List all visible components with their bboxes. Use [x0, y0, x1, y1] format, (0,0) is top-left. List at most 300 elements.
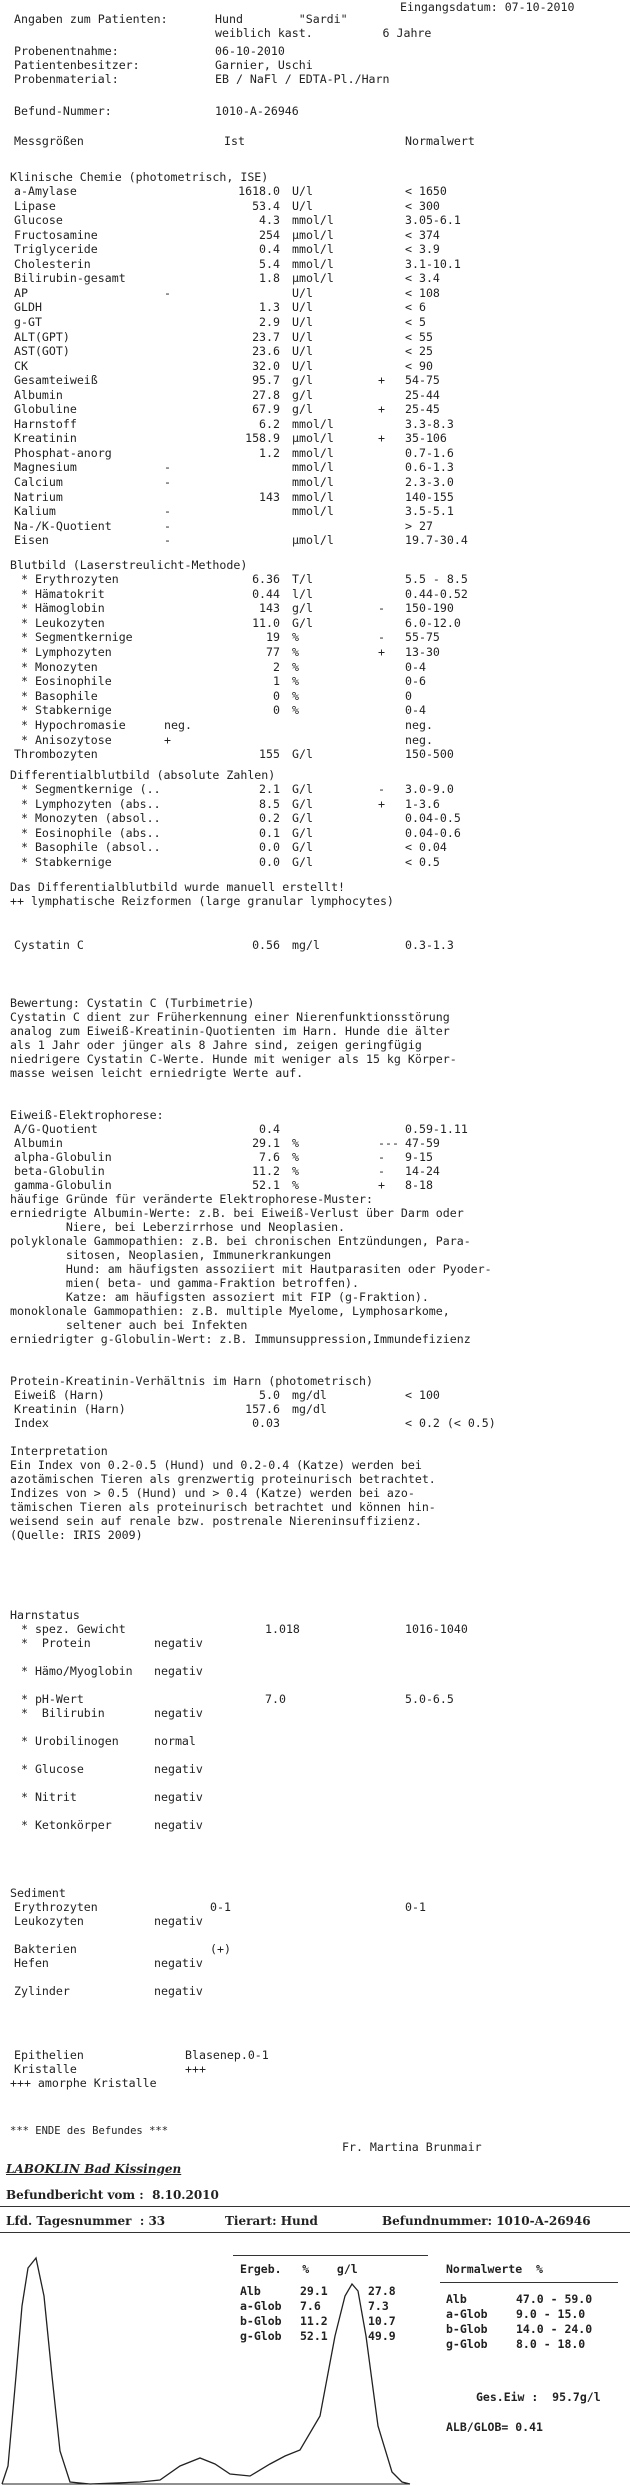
- sediment-name: Kristalle: [14, 2062, 77, 2076]
- param-mark: +: [378, 796, 385, 811]
- param-normal: 13-30: [405, 645, 440, 659]
- param-name: * Hämoglobin: [14, 601, 105, 616]
- table-row: [10, 359, 620, 373]
- param-unit: mg/l: [292, 938, 320, 952]
- param-value: 29.1: [252, 1136, 280, 1150]
- table-row: [10, 344, 620, 358]
- param-unit: l/l: [292, 586, 313, 601]
- patient-info-line: [10, 26, 620, 40]
- table-row: [10, 1164, 620, 1178]
- param-normal: < 300: [405, 198, 440, 213]
- param-flag: -: [164, 518, 171, 533]
- param-name: beta-Globulin: [14, 1164, 105, 1178]
- col-normal: Normalwert: [405, 134, 475, 148]
- text-line: Hund: am häufigsten assoziiert mit Hautparasiten oder Pyoder-: [10, 1262, 492, 1276]
- param-normal: 6.0-12.0: [405, 615, 461, 630]
- param-unit: g/l: [292, 402, 313, 417]
- text-line: polyklonale Gammopathien: z.B. bei chronischen Entzündungen, Para-: [10, 1234, 471, 1248]
- table-row: [10, 587, 620, 601]
- param-value: 4.3: [259, 213, 280, 228]
- param-normal: 0-4: [405, 703, 426, 718]
- table-row: [10, 373, 620, 387]
- param-normal: 0.04-0.5: [405, 811, 461, 825]
- param-value: 0.2: [259, 811, 280, 825]
- table-row: [10, 446, 620, 460]
- param-normal: 150-190: [405, 601, 454, 616]
- param-name: Fructosamine: [14, 227, 98, 242]
- table-row: [10, 797, 620, 811]
- param-normal: 0-6: [405, 674, 426, 689]
- param-value: 0.4: [259, 242, 280, 257]
- param-normal: 140-155: [405, 489, 454, 504]
- param-value: 0.1: [259, 825, 280, 840]
- param-value: 77: [266, 645, 280, 659]
- param-mark: ---: [378, 1136, 399, 1150]
- text-line: masse weisen leicht erniedrigte Werte auf.: [10, 1066, 304, 1080]
- normals-underline: [440, 2282, 618, 2283]
- table-row: [10, 1178, 620, 1192]
- table-row: [10, 388, 620, 402]
- param-normal: < 0.5: [405, 854, 440, 869]
- diff-note-1: Das Differentialblutbild wurde manuell erstellt!: [10, 880, 346, 894]
- param-name: A/G-Quotient: [14, 1122, 98, 1136]
- param-unit: %: [292, 703, 299, 718]
- param-unit: mmol/l: [292, 489, 334, 504]
- param-unit: G/l: [292, 854, 313, 869]
- result-label: a-Glob: [240, 2299, 282, 2313]
- param-unit: %: [292, 1164, 299, 1178]
- urine-value: negativ: [154, 1636, 203, 1650]
- param-unit: U/l: [292, 314, 313, 329]
- param-name: Calcium: [14, 475, 63, 489]
- table-row: [10, 417, 620, 431]
- table-row: [10, 242, 620, 256]
- param-unit: mmol/l: [292, 242, 334, 257]
- text-line: weisend sein auf renale bzw. postrenale Niereninsuffizienz.: [10, 1514, 422, 1528]
- urine-value: negativ: [154, 1818, 203, 1832]
- param-value: 11.0: [252, 615, 280, 630]
- table-row: [10, 703, 620, 717]
- sediment-name: Zylinder: [14, 1984, 70, 1998]
- param-unit: U/l: [292, 198, 313, 213]
- param-normal: < 0.2 (< 0.5): [405, 1416, 496, 1430]
- table-row: [10, 315, 620, 329]
- param-name: Triglyceride: [14, 242, 98, 257]
- param-mark: +: [378, 402, 385, 417]
- param-flag: neg.: [164, 718, 192, 732]
- param-unit: mmol/l: [292, 460, 334, 475]
- param-normal: < 90: [405, 358, 433, 373]
- param-normal: 25-44: [405, 387, 440, 402]
- param-mark: -: [378, 630, 385, 645]
- param-value: 5.4: [259, 256, 280, 271]
- table-row: [10, 840, 620, 854]
- sediment-row: [10, 2048, 620, 2062]
- table-row: [10, 826, 620, 840]
- param-name: * Eosinophile (abs..: [14, 825, 161, 840]
- param-normal: < 6: [405, 300, 426, 315]
- param-value: 95.7: [252, 373, 280, 388]
- text-line: Indizes von > 0.5 (Hund) und > 0.4 (Katze) werden bei azo-: [10, 1486, 415, 1500]
- param-unit: U/l: [292, 329, 313, 344]
- normal-range: 9.0 - 15.0: [516, 2307, 586, 2321]
- table-row: [10, 490, 620, 504]
- table-row: [10, 938, 620, 952]
- param-unit: %: [292, 1150, 299, 1164]
- urine-name: * Protein: [14, 1636, 91, 1650]
- param-normal: 55-75: [405, 630, 440, 645]
- result-label: b-Glob: [240, 2314, 282, 2328]
- param-mark: +: [378, 1178, 385, 1192]
- param-unit: %: [292, 688, 299, 703]
- sediment-value: negativ: [154, 1984, 203, 1998]
- sediment-value: negativ: [154, 1956, 203, 1970]
- urine-row: [10, 1664, 620, 1678]
- param-value: 1.2: [259, 445, 280, 460]
- param-normal: 47-59: [405, 1136, 440, 1150]
- urine-normal: 5.0-6.5: [405, 1692, 454, 1706]
- param-value: 32.0: [252, 358, 280, 373]
- param-value: 0.4: [259, 1122, 280, 1136]
- param-name: Globuline: [14, 402, 77, 417]
- sediment-name: Epithelien: [14, 2048, 84, 2062]
- table-row: [10, 286, 620, 300]
- param-name: * Monozyten (absol..: [14, 811, 161, 825]
- result-percent: 52.1: [300, 2329, 328, 2343]
- urine-row: [10, 1636, 620, 1650]
- param-name: AST(GOT): [14, 344, 70, 359]
- info-value: EB / NaFl / EDTA-Pl./Harn: [215, 72, 390, 86]
- table-row: [10, 616, 620, 630]
- table-row: [10, 300, 620, 314]
- results-header: Ergeb. % g/l: [240, 2262, 358, 2276]
- blood-title: Blutbild (Laserstreulicht-Methode): [10, 558, 248, 572]
- sediment-row: [10, 1956, 620, 1970]
- param-value: 143: [259, 489, 280, 504]
- param-name: Eiweiß (Harn): [14, 1388, 105, 1402]
- param-mark: -: [378, 1150, 385, 1164]
- param-unit: mmol/l: [292, 416, 334, 431]
- result-gl: 10.7: [368, 2314, 396, 2328]
- param-value: 19: [266, 630, 280, 645]
- urine-row: [10, 1692, 620, 1706]
- text-line: azotämischen Tieren als grenzwertig proteinurisch betrachtet.: [10, 1472, 436, 1486]
- patient-info-line: [10, 44, 620, 58]
- param-normal: 0.59-1.11: [405, 1122, 468, 1136]
- param-normal: 9-15: [405, 1150, 433, 1164]
- table-row: [10, 674, 620, 688]
- param-value: 0.44: [252, 586, 280, 601]
- param-value: 5.0: [259, 1388, 280, 1402]
- text-line: analog zum Eiweiß-Kreatinin-Quotienten im Harn. Hunde die älter: [10, 1024, 450, 1038]
- normal-label: Alb: [446, 2292, 467, 2306]
- param-normal: 0.44-0.52: [405, 586, 468, 601]
- ag-ratio: ALB/GLOB= 0.41: [446, 2420, 543, 2434]
- param-name: Albumin: [14, 1136, 63, 1150]
- param-unit: U/l: [292, 184, 313, 198]
- normal-label: g-Glob: [446, 2337, 488, 2351]
- param-unit: G/l: [292, 825, 313, 840]
- table-row: [10, 431, 620, 445]
- param-value: 0.03: [252, 1416, 280, 1430]
- result-percent: 29.1: [300, 2284, 328, 2298]
- sheet-divider-2: [0, 2232, 630, 2233]
- text-line: Cystatin C dient zur Früherkennung einer Nierenfunktionsstörung: [10, 1010, 450, 1024]
- param-value: 0.56: [252, 938, 280, 952]
- sediment-value: 0-1: [210, 1900, 231, 1914]
- table-row: [10, 257, 620, 271]
- param-normal: 3.1-10.1: [405, 256, 461, 271]
- param-value: 0: [273, 688, 280, 703]
- param-unit: U/l: [292, 344, 313, 359]
- param-value: 8.5: [259, 796, 280, 811]
- table-row: [10, 460, 620, 474]
- table-row: [10, 1402, 620, 1416]
- normal-label: a-Glob: [446, 2307, 488, 2321]
- report-from: Befundbericht vom : 8.10.2010: [6, 2188, 219, 2202]
- urine-value: 1.018: [265, 1622, 300, 1636]
- param-name: Cholesterin: [14, 256, 91, 271]
- table-row: [10, 689, 620, 703]
- param-unit: %: [292, 674, 299, 689]
- param-normal: 2.3-3.0: [405, 475, 454, 489]
- result-gl: 7.3: [368, 2299, 389, 2313]
- param-normal: 19.7-30.4: [405, 533, 468, 548]
- table-row: [10, 213, 620, 227]
- param-name: * Stabkernige: [14, 854, 112, 869]
- text-line: Niere, bei Leberzirrhose und Neoplasien.: [10, 1220, 346, 1234]
- param-unit: G/l: [292, 782, 313, 796]
- param-mark: -: [378, 601, 385, 616]
- sediment-row: [10, 1942, 620, 1956]
- param-name: * Leukozyten: [14, 615, 105, 630]
- param-mark: +: [378, 373, 385, 388]
- param-name: Lipase: [14, 198, 56, 213]
- total-protein: Ges.Eiw : 95.7g/l: [476, 2390, 601, 2404]
- day-number: Lfd. Tagesnummer : 33: [6, 2214, 166, 2228]
- table-row: [10, 1388, 620, 1402]
- text-line: als 1 Jahr oder jünger als 8 Jahre sind, zeigen geringfügig: [10, 1038, 422, 1052]
- urine-name: * Nitrit: [14, 1790, 77, 1804]
- urine-value: normal: [154, 1734, 196, 1748]
- param-name: Magnesium: [14, 460, 77, 475]
- param-value: 0: [273, 703, 280, 718]
- normal-range: 47.0 - 59.0: [516, 2292, 593, 2306]
- column-headers: [10, 134, 620, 148]
- protein-curve: [2, 2258, 410, 2484]
- result-label: Alb: [240, 2284, 261, 2298]
- param-name: Eisen: [14, 533, 49, 548]
- param-name: Cystatin C: [14, 938, 84, 952]
- sediment-value: Blasenep.0-1: [185, 2048, 269, 2062]
- sediment-value: negativ: [154, 1914, 203, 1928]
- table-row: [10, 1136, 620, 1150]
- param-unit: mmol/l: [292, 445, 334, 460]
- urine-title: Harnstatus: [10, 1608, 80, 1622]
- param-unit: U/l: [292, 358, 313, 373]
- table-row: [10, 660, 620, 674]
- param-flag: -: [164, 533, 171, 548]
- table-row: [10, 228, 620, 242]
- table-row: [10, 1122, 620, 1136]
- table-row: [10, 519, 620, 533]
- table-row: [10, 271, 620, 285]
- table-row: [10, 533, 620, 547]
- info-value: weiblich kast. 6 Jahre: [215, 26, 432, 40]
- info-label: Probenentnahme:: [14, 44, 119, 58]
- table-row: [10, 747, 620, 761]
- info-label: Probenmaterial:: [14, 72, 119, 86]
- urine-name: * spez. Gewicht: [14, 1622, 126, 1636]
- table-row: [10, 733, 620, 747]
- param-value: 157.6: [245, 1402, 280, 1416]
- param-name: Natrium: [14, 489, 63, 504]
- param-value: 0.0: [259, 840, 280, 854]
- param-unit: %: [292, 1136, 299, 1150]
- table-row: [10, 855, 620, 869]
- normal-label: b-Glob: [446, 2322, 488, 2336]
- param-unit: U/l: [292, 300, 313, 315]
- param-unit: g/l: [292, 601, 313, 616]
- param-normal: < 5: [405, 314, 426, 329]
- col-actual: Ist: [224, 134, 245, 148]
- param-unit: g/l: [292, 373, 313, 388]
- urine-name: * Bilirubin: [14, 1706, 105, 1720]
- param-normal: < 1650: [405, 184, 447, 198]
- param-value: 27.8: [252, 387, 280, 402]
- param-normal: < 108: [405, 285, 440, 300]
- sediment-name: Leukozyten: [14, 1914, 84, 1928]
- param-unit: T/l: [292, 572, 313, 586]
- param-unit: %: [292, 645, 299, 659]
- signature-name: Fr. Martina Brunmair: [342, 2140, 482, 2154]
- table-row: [10, 330, 620, 344]
- normal-range: 8.0 - 18.0: [516, 2337, 586, 2351]
- patient-info-line: [10, 12, 620, 26]
- table-row: [10, 630, 620, 644]
- urine-value: 7.0: [265, 1692, 286, 1706]
- param-name: Glucose: [14, 213, 63, 228]
- param-normal: 0.7-1.6: [405, 445, 454, 460]
- param-name: * Eosinophile: [14, 674, 112, 689]
- param-normal: 0-4: [405, 659, 426, 674]
- param-name: ALT(GPT): [14, 329, 70, 344]
- sediment-name: Erythrozyten: [14, 1900, 98, 1914]
- result-percent: 7.6: [300, 2299, 321, 2313]
- sediment-normal: 0-1: [405, 1900, 426, 1914]
- patient-info-line: [10, 58, 620, 72]
- sediment-name: Hefen: [14, 1956, 49, 1970]
- param-unit: mmol/l: [292, 475, 334, 489]
- param-mark: +: [378, 645, 385, 659]
- text-line: tämischen Tieren als proteinurisch betrachtet und können hin-: [10, 1500, 436, 1514]
- urine-row: [10, 1790, 620, 1804]
- param-name: Kreatinin (Harn): [14, 1402, 126, 1416]
- sediment-row: [10, 1984, 620, 1998]
- info-value: 06-10-2010: [215, 44, 285, 58]
- param-unit: %: [292, 1178, 299, 1192]
- param-normal: 25-45: [405, 402, 440, 417]
- info-value: Garnier, Uschi: [215, 58, 313, 72]
- param-normal: 3.5-5.1: [405, 504, 454, 519]
- text-line: mien( beta- und gamma-Fraktion betroffen).: [10, 1276, 360, 1290]
- param-value: 2.9: [259, 314, 280, 329]
- sediment-name: Bakterien: [14, 1942, 77, 1956]
- normal-range: 14.0 - 24.0: [516, 2322, 593, 2336]
- param-unit: µmol/l: [292, 431, 334, 446]
- sheet-divider-1: [0, 2206, 630, 2207]
- table-row: [10, 811, 620, 825]
- normals-header: Normalwerte %: [446, 2262, 543, 2276]
- param-name: Index: [14, 1416, 49, 1430]
- info-value: 1010-A-26946: [215, 104, 299, 118]
- param-normal: neg.: [405, 732, 433, 747]
- end-of-report: *** ENDE des Befundes ***: [10, 2125, 169, 2137]
- param-value: 0.0: [259, 854, 280, 869]
- param-value: 1.8: [259, 271, 280, 286]
- param-name: Bilirubin-gesamt: [14, 271, 126, 286]
- param-name: Phosphat-anorg: [14, 445, 112, 460]
- urine-value: negativ: [154, 1762, 203, 1776]
- param-normal: 0.3-1.3: [405, 938, 454, 952]
- param-name: CK: [14, 358, 28, 373]
- sediment-value: +++: [185, 2062, 206, 2076]
- text-line: Katze: am häufigsten assoziert mit FIP (g-Fraktion).: [10, 1290, 429, 1304]
- info-label: Befund-Nummer:: [14, 104, 112, 118]
- crystal-note: +++ amorphe Kristalle: [10, 2076, 157, 2090]
- param-unit: mmol/l: [292, 213, 334, 228]
- param-normal: 8-18: [405, 1178, 433, 1192]
- param-value: 2: [273, 659, 280, 674]
- table-row: [10, 475, 620, 489]
- param-name: * Hypochromasie: [14, 718, 126, 732]
- param-normal: < 25: [405, 344, 433, 359]
- param-value: 6.36: [252, 572, 280, 586]
- table-row: [10, 572, 620, 586]
- param-flag: -: [164, 504, 171, 519]
- report-number: Befundnummer: 1010-A-26946: [382, 2214, 591, 2228]
- urine-value: negativ: [154, 1664, 203, 1678]
- param-normal: < 0.04: [405, 840, 447, 854]
- urine-name: * Hämo/Myoglobin: [14, 1664, 133, 1678]
- lab-name: LABOKLIN Bad Kissingen: [6, 2162, 182, 2176]
- param-unit: %: [292, 659, 299, 674]
- param-unit: G/l: [292, 615, 313, 630]
- table-row: [10, 402, 620, 416]
- param-value: 67.9: [252, 402, 280, 417]
- result-percent: 11.2: [300, 2314, 328, 2328]
- table-row: [10, 184, 620, 198]
- param-normal: 35-106: [405, 431, 447, 446]
- param-flag: -: [164, 285, 171, 300]
- param-value: 1618.0: [238, 184, 280, 198]
- param-name: * Segmentkernige (..: [14, 782, 161, 796]
- param-unit: U/l: [292, 285, 313, 300]
- param-value: 53.4: [252, 198, 280, 213]
- param-value: 1.3: [259, 300, 280, 315]
- param-unit: mmol/l: [292, 256, 334, 271]
- param-normal: < 3.4: [405, 271, 440, 286]
- sediment-title: Sediment: [10, 1886, 66, 1900]
- result-gl: 49.9: [368, 2329, 396, 2343]
- param-normal: < 374: [405, 227, 440, 242]
- param-normal: 150-500: [405, 747, 454, 762]
- param-flag: -: [164, 475, 171, 489]
- chemistry-title: Klinische Chemie (photometrisch, ISE): [10, 170, 269, 184]
- param-normal: neg.: [405, 718, 433, 732]
- table-row: [10, 645, 620, 659]
- text-line: niedrigere Cystatin C-Werte. Hunde mit weniger als 15 kg Körper-: [10, 1052, 457, 1066]
